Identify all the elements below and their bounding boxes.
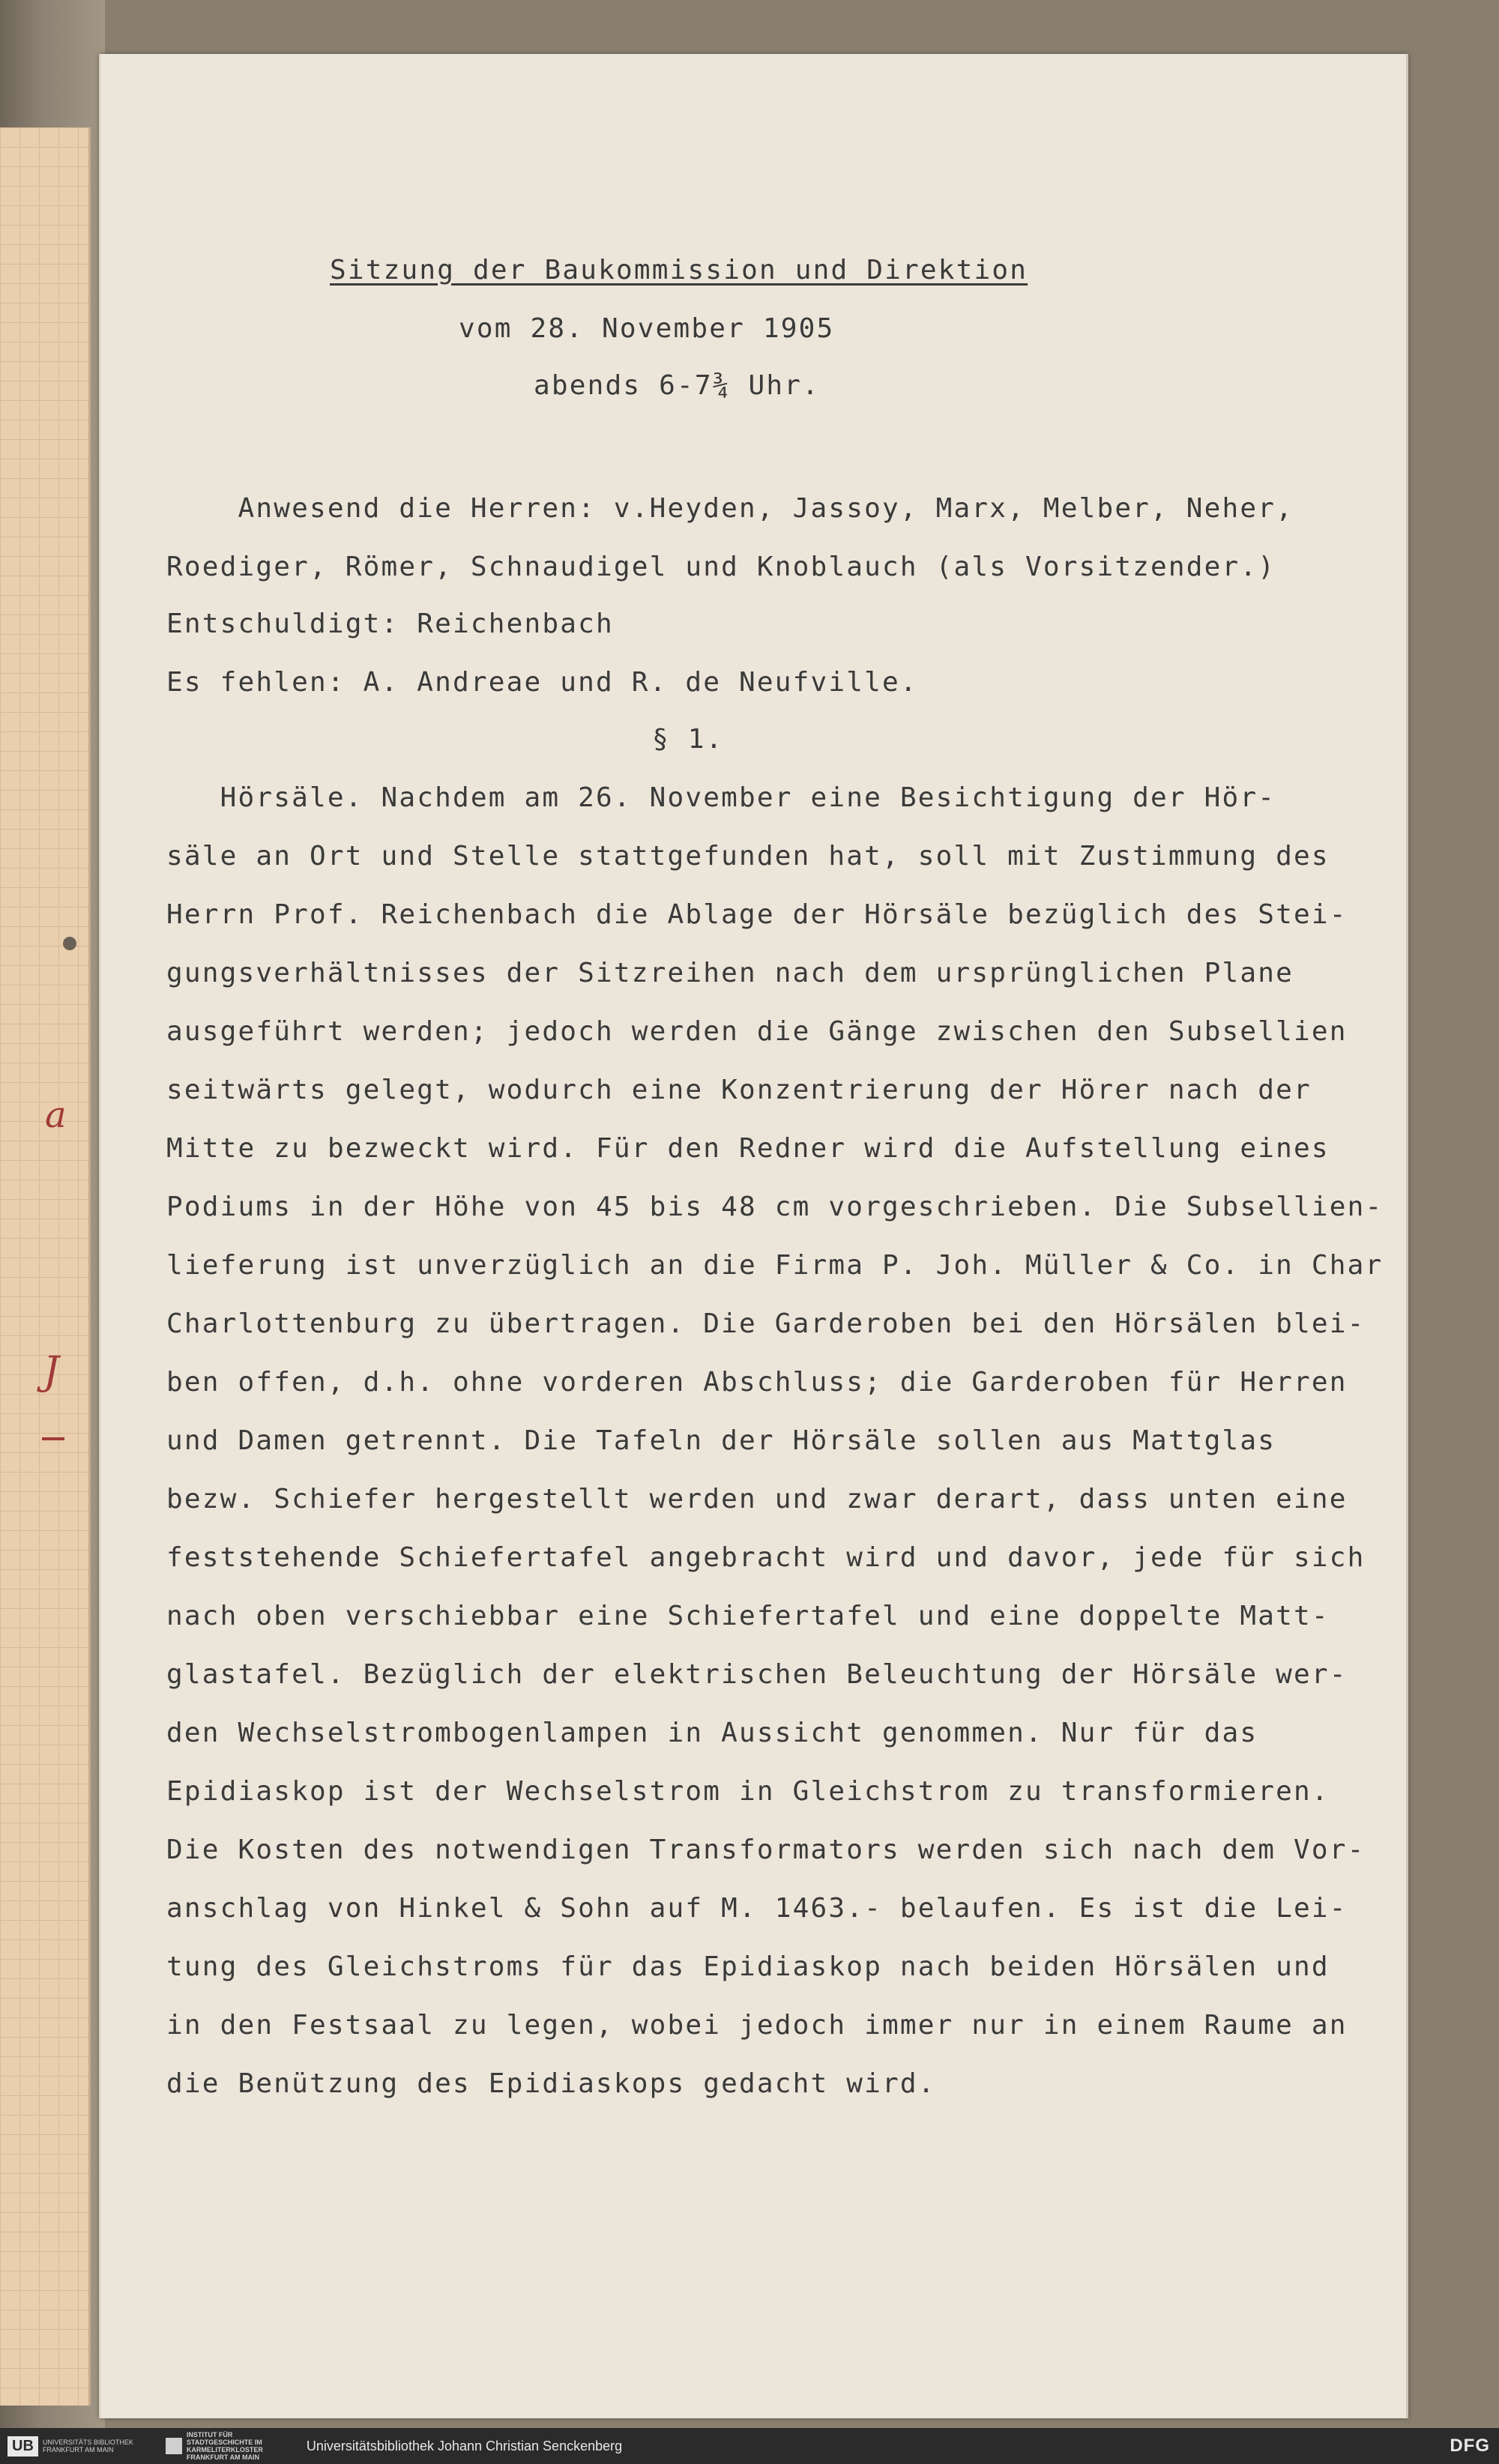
institute-logo-icon [166,2438,182,2454]
footer-bar [0,2428,1499,2464]
paragraph-line: und Damen getrennt. Die Tafeln der Hörsäle sollen aus Mattglas [166,1425,1276,1456]
document-page [99,54,1408,2418]
ub-logo[interactable] [7,2436,148,2457]
paragraph-line: lieferung ist unverzüglich an die Firma P. Joh. Müller & Co. in Char [166,1250,1384,1281]
time-line: abends 6-7¾ Uhr. [534,370,820,401]
paragraph-line: Herrn Prof. Reichenbach die Ablage der Hörsäle bezüglich des Stei- [166,899,1348,930]
paragraph-line: ben offen, d.h. ohne vorderen Abschluss; die Garderoben für Herren [166,1367,1348,1398]
paragraph-line: Podiums in der Höhe von 45 bis 48 cm vorgeschrieben. Die Subsellien- [166,1192,1384,1222]
margin-mark-j: J [43,1349,59,1394]
paragraph-line: glastafel. Bezüglich der elektrischen Beleuchtung der Hörsäle wer- [166,1659,1348,1690]
grid-paper-strip [0,127,91,2406]
paragraph-line: Charlottenburg zu übertragen. Die Garderoben bei den Hörsälen blei- [166,1308,1366,1339]
paragraph-line: seitwärts gelegt, wodurch eine Konzentrierung der Hörer nach der [166,1075,1312,1105]
dfg-logo[interactable]: DFG [1450,2436,1490,2456]
paragraph-line: tung des Gleichstroms für das Epidiaskop nach beiden Hörsälen und [166,1951,1330,1982]
library-name[interactable]: Universitätsbibliothek Johann Christian Senckenberg [306,2438,623,2454]
ub-logo-text: UNIVERSITÄTS BIBLIOTHEK FRANKFURT AM MAIN [42,2439,133,2454]
paragraph-line: nach oben verschiebbar eine Schiefertafel und eine doppelte Matt- [166,1601,1330,1631]
paragraph-line: ausgeführt werden; jedoch werden die Gänge zwischen den Subsellien [166,1016,1348,1047]
paragraph-line: in den Festsaal zu legen, wobei jedoch immer nur in einem Raume an [166,2010,1348,2041]
paragraph-line: Hörsäle. Nachdem am 26. November eine Besichtigung der Hör- [166,782,1276,813]
paragraph-line: Mitte zu bezweckt wird. Für den Redner wird die Aufstellung eines [166,1133,1330,1164]
paragraph-line: Die Kosten des notwendigen Transformators werden sich nach dem Vor- [166,1835,1366,1865]
attendance-line: Entschuldigt: Reichenbach [166,609,614,639]
margin-dash-mark [42,1437,64,1440]
attendance-line: Anwesend die Herren: v.Heyden, Jassoy, Marx, Melber, Neher, [166,493,1294,524]
paragraph-line: säle an Ort und Stelle stattgefunden hat, soll mit Zustimmung des [166,841,1330,872]
date-line: vom 28. November 1905 [459,313,835,344]
paragraph-line: bezw. Schiefer hergestellt werden und zwar derart, dass unten eine [166,1484,1348,1515]
section-mark: § 1. [652,724,724,755]
paragraph-line: gungsverhältnisses der Sitzreihen nach dem ursprünglichen Plane [166,958,1294,988]
paragraph-line: feststehende Schiefertafel angebracht wird und davor, jede für sich [166,1542,1366,1573]
institute-logo-text: INSTITUT FÜR STADTGESCHICHTE IM KARMELITERKLOSTER FRANKFURT AM MAIN [186,2431,263,2461]
margin-mark-a: a [45,1094,67,1136]
attendance-line: Roediger, Römer, Schnaudigel und Knoblauch (als Vorsitzender.) [166,552,1276,582]
paragraph-line: Epidiaskop ist der Wechselstrom in Gleichstrom zu transformieren. [166,1776,1330,1807]
document-title: Sitzung der Baukommission und Direktion [330,255,1028,286]
punch-hole [63,937,76,950]
paragraph-line: die Benützung des Epidiaskops gedacht wird. [166,2068,936,2099]
paragraph-line: den Wechselstrombogenlampen in Aussicht genommen. Nur für das [166,1718,1258,1748]
paragraph-line: anschlag von Hinkel & Sohn auf M. 1463.- belaufen. Es ist die Lei- [166,1893,1348,1924]
institute-logo[interactable] [166,2431,277,2461]
page-edge [1406,54,1408,2418]
ub-logo-icon: UB [7,2436,38,2457]
attendance-line: Es fehlen: A. Andreae und R. de Neufville. [166,667,918,698]
